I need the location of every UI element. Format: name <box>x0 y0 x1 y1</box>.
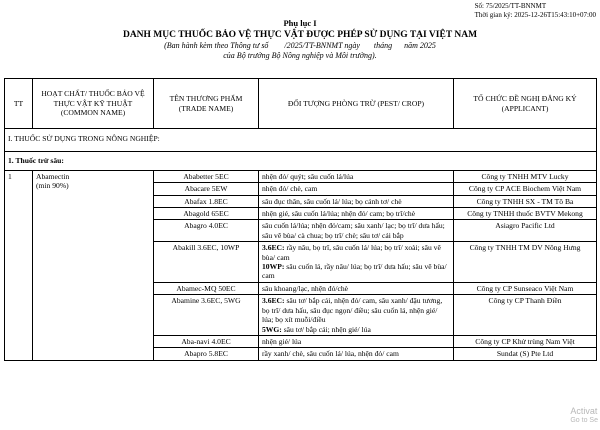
pest-crop-cell: nhện đỏ/ quýt; sâu cuốn lá/lúa <box>259 170 454 182</box>
pest-crop-cell: nhện đỏ/ chè, cam <box>259 183 454 195</box>
active-ingredient-purity: (min 90%) <box>36 181 69 191</box>
formulation-label: 3.6EC: <box>262 243 285 253</box>
col-header-pest-crop: ĐỐI TƯỢNG PHÒNG TRỪ (PEST/ CROP) <box>259 79 454 129</box>
trade-name-cell: Abagro 4.0EC <box>154 220 259 242</box>
table-header-row <box>5 79 597 129</box>
pest-crop-cell: nhện gié, sâu cuốn lá/lúa; nhện đỏ/ cam; bọ trĩ/chè <box>259 208 454 220</box>
pest-crop-cell <box>259 242 454 283</box>
document-title: DANH MỤC THUỐC BẢO VỆ THỰC VẬT ĐƯỢC PHÉP SỬ DỤNG TẠI VIỆT NAM <box>122 30 478 40</box>
activate-windows-watermark <box>570 406 598 426</box>
section-row <box>5 129 597 152</box>
subsection-row <box>5 152 597 170</box>
pest-crop-cell: nhện gié/ lúa <box>259 335 454 347</box>
applicant-cell: Công ty TNHH SX - TM Tô Ba <box>454 195 597 207</box>
formulation-pests: sâu cuốn lá, rầy nâu/ lúa; bọ trĩ/ dưa hấu; sâu vẽ bùa/ cam <box>262 262 447 281</box>
formulation-label: 10WP: <box>262 262 285 272</box>
applicant-cell: Asiagro Pacific Ltd <box>454 220 597 242</box>
pesticide-table <box>4 78 597 361</box>
trade-name-cell: Aba-navi 4.0EC <box>154 335 259 347</box>
applicant-cell: Sundat (S) Pte Ltd <box>454 348 597 360</box>
col-header-trade-name: TÊN THƯƠNG PHẨM (TRADE NAME) <box>154 79 259 129</box>
pest-crop-cell: sâu cuốn lá/lúa; nhện đỏ/cam; sâu xanh/ lạc; bọ trĩ/ dưa hấu; sâu vẽ bùa/ cà chua; bọ trĩ/ chè; sâu tơ/ cải bắp <box>259 220 454 242</box>
col-header-tt: TT <box>5 79 33 129</box>
pest-formulation-2 <box>262 325 450 334</box>
trade-name-cell: Abafax 1.8EC <box>154 195 259 207</box>
doc-number: Số: 75/2025/TT-BNNMT <box>474 2 547 10</box>
formulation-label: 5WG: <box>262 324 282 334</box>
section-title: I. THUỐC SỬ DỤNG TRONG NÔNG NGHIỆP: <box>5 129 597 152</box>
applicant-cell: Công ty CP Sunseaco Việt Nam <box>454 282 597 294</box>
applicant-cell: Công ty CP Khử trùng Nam Việt <box>454 335 597 347</box>
formulation-pests: sâu tơ/ bắp cải, nhện đỏ/ cam, sâu xanh/ đậu tương, bọ trĩ/ dưa hấu, sâu đục ngọn/ điều; sâu cuốn lá, nhện gié/ lúa; bọ xít muỗi/điều <box>262 296 443 325</box>
pest-crop-cell <box>259 295 454 336</box>
trade-name-cell: Abapro 5.8EC <box>154 348 259 360</box>
applicant-cell: Công ty CP Thanh Điền <box>454 295 597 336</box>
tt-cell: 1 <box>5 170 33 360</box>
appendix-label: Phụ lục I <box>283 18 317 28</box>
applicant-cell: Công ty CP ACE Biochem Việt Nam <box>454 183 597 195</box>
table-row <box>5 170 597 182</box>
trade-name-cell: Abamine 3.6EC, 5WG <box>154 295 259 336</box>
signed-time: Thời gian ký: 2025-12-26T15:43:10+07:00 <box>474 11 596 19</box>
col-header-active-ingredient: HOẠT CHẤT/ THUỐC BẢO VỆ THỰC VẬT KỸ THUẬT (COMMON NAME) <box>33 79 154 129</box>
formulation-pests: rầy nâu, bọ trĩ, sâu cuốn lá/ lúa; bọ trĩ/ xoài; sâu vẽ bùa/ cam <box>262 243 441 262</box>
subtitle-line-2: của Bộ trưởng Bộ Nông nghiệp và Môi trường). <box>223 51 377 60</box>
active-ingredient-name: Abamectin <box>36 171 70 181</box>
watermark-line-1: Activat <box>570 406 598 416</box>
trade-name-cell: Abacare 5EW <box>154 183 259 195</box>
pest-formulation-2 <box>262 262 450 281</box>
trade-name-cell: Abakill 3.6EC, 10WP <box>154 242 259 283</box>
pest-crop-cell: sâu đục thân, sâu cuốn lá/ lúa; bọ cánh tơ/ chè <box>259 195 454 207</box>
subsection-title: 1. Thuốc trừ sâu: <box>5 152 597 170</box>
trade-name-cell: Ababetter 5EC <box>154 170 259 182</box>
pest-formulation-1 <box>262 243 450 262</box>
active-ingredient-cell <box>33 170 154 360</box>
watermark-line-2: Go to Se <box>570 417 598 424</box>
pest-crop-cell: rầy xanh/ chè, sâu cuốn lá/ lúa, nhện đỏ/ cam <box>259 348 454 360</box>
pest-formulation-1 <box>262 296 450 324</box>
applicant-cell: Công ty TNHH thuốc BVTV Mekong <box>454 208 597 220</box>
applicant-cell: Công ty TNHH MTV Lucky <box>454 170 597 182</box>
subtitle-line-1: (Ban hành kèm theo Thông tư số /2025/TT-BNNMT ngày tháng năm 2025 <box>164 41 436 50</box>
applicant-cell: Công ty TNHH TM DV Nông Hưng <box>454 242 597 283</box>
trade-name-cell: Abamec-MQ 50EC <box>154 282 259 294</box>
trade-name-cell: Abagold 65EC <box>154 208 259 220</box>
document-header <box>0 18 600 61</box>
col-header-applicant: TỔ CHỨC ĐỀ NGHỊ ĐĂNG KÝ (APPLICANT) <box>454 79 597 129</box>
pest-crop-cell: sâu khoang/lạc, nhện đỏ/chè <box>259 282 454 294</box>
formulation-label: 3.6EC: <box>262 296 285 306</box>
formulation-pests: sâu tơ/ bắp cải; nhện gié/ lúa <box>281 324 371 334</box>
